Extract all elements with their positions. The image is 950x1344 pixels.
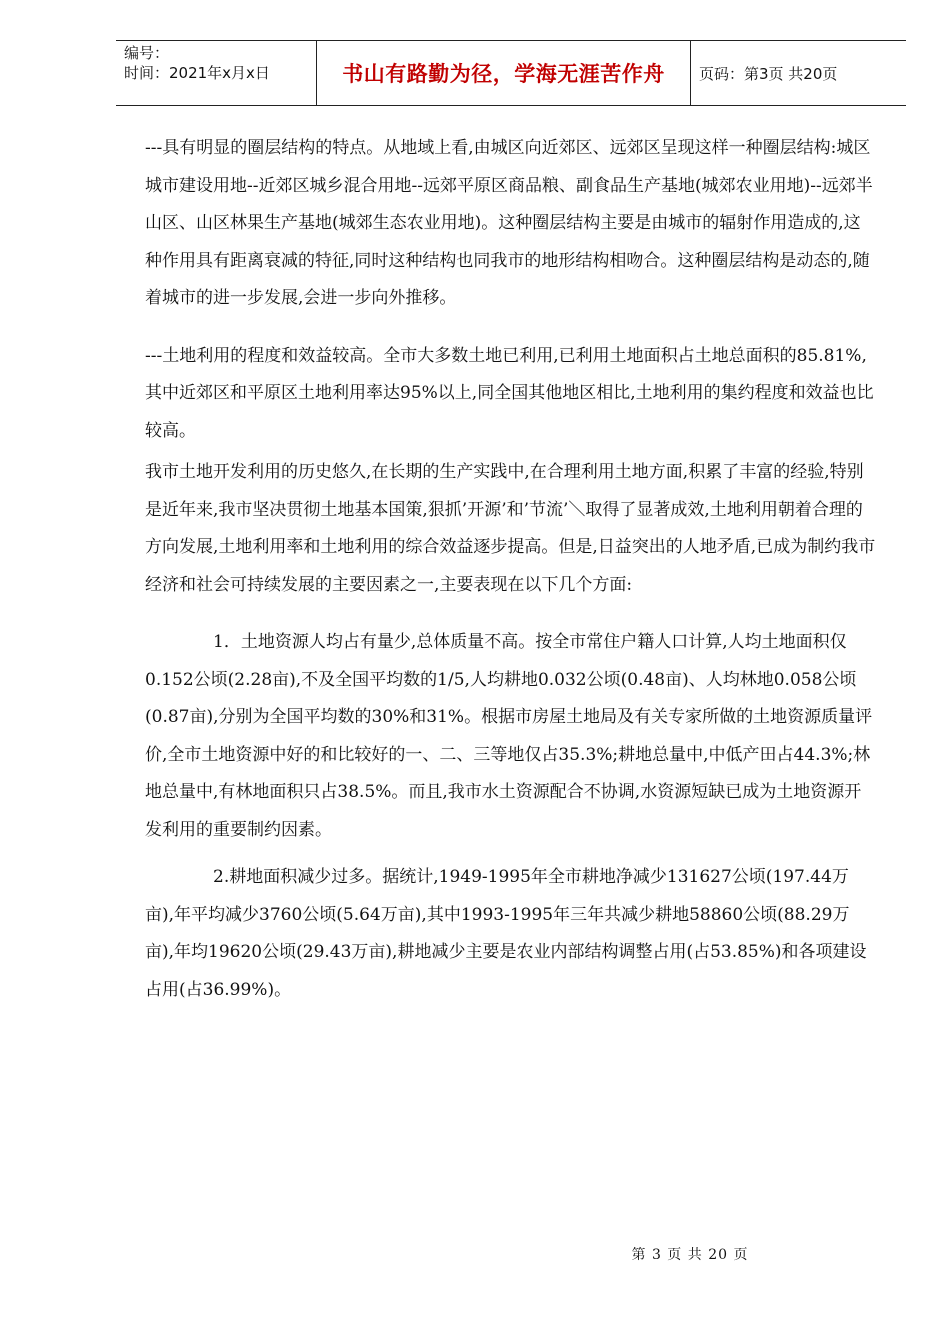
paragraph-point-1: 1．土地资源人均占有量少,总体质量不高。按全市常住户籍人口计算,人均土地面积仅0.152公顷(2.28亩),不及全国平均数的1/5,人均耕地0.032公顷(0.48亩)、人均林地0.058公顷(0.87亩),分别为全国平均数的30%和31%。根据市房屋土地局及有关专家所做的土地资源质量评价,全市土地资源中好的和比较好的一、二、三等地仅占35.3%;耕地总量中,中低产田占44.3%;林地总量中,有林地面积只占38.5%。而且,我市水土资源配合不协调,水资源短缺已成为土地资源开发利用的重要制约因素。 xyxy=(145,632,873,840)
header-meta xyxy=(116,41,316,105)
paragraph-point-2: 2.耕地面积减少过多。据统计,1949-1995年全市耕地净减少131627公顷(197.44万亩),年平均减少3760公顷(5.64万亩),其中1993-1995年三年共减少耕地58860公顷(88.29万亩),年均19620公顷(29.43万亩),耕地减少主要是农业内部结构调整占用(占53.85%)和各项建设占用(占36.99%)。 xyxy=(145,867,867,1000)
paragraph-land-use-efficiency: ---土地利用的程度和效益较高。全市大多数土地已利用,已利用土地面积占土地总面积的85.81%,其中近郊区和平原区土地利用率达95%以上,同全国其他地区相比,土地利用的集约程度和效益也比较高。 xyxy=(145,345,874,441)
header-motto-cell xyxy=(316,41,691,105)
document-body xyxy=(145,130,877,1009)
header-motto: 书山有路勤为径，学海无涯苦作舟 xyxy=(342,62,665,86)
header-page-code-cell xyxy=(691,41,906,105)
paragraph-circle-structure: ---具有明显的圈层结构的特点。从地域上看,由城区向近郊区、远郊区呈现这样一种圈层结构:城区城市建设用地--近郊区城乡混合用地--远郊平原区商品粮、副食品生产基地(城郊农业用地)--远郊半山区、山区林果生产基地(城郊生态农业用地)。这种圈层结构主要是由城市的辐射作用造成的,这种作用具有距离衰减的特征,同时这种结构也同我市的地形结构相吻合。这种圈层结构是动态的,随着城市的进一步发展,会进一步向外推移。 xyxy=(145,138,873,308)
document-header xyxy=(116,40,906,106)
paragraph-land-history: 我市土地开发利用的历史悠久,在长期的生产实践中,在合理利用土地方面,积累了丰富的经验,特别是近年来,我市坚决贯彻土地基本国策,狠抓’开源’和’节流’＼取得了显著成效,土地利用朝着合理的方向发展,土地利用率和土地利用的综合效益逐步提高。但是,日益突出的人地矛盾,已成为制约我市经济和社会可持续发展的主要因素之一,主要表现在以下几个方面: xyxy=(145,462,876,595)
page-footer: 第 3 页 共 20 页 xyxy=(631,1247,749,1263)
header-page-code: 页码：第3页 共20页 xyxy=(699,64,838,83)
header-number-label: 编号： xyxy=(124,44,170,62)
header-time-label: 时间：2021年x月x日 xyxy=(124,64,270,82)
